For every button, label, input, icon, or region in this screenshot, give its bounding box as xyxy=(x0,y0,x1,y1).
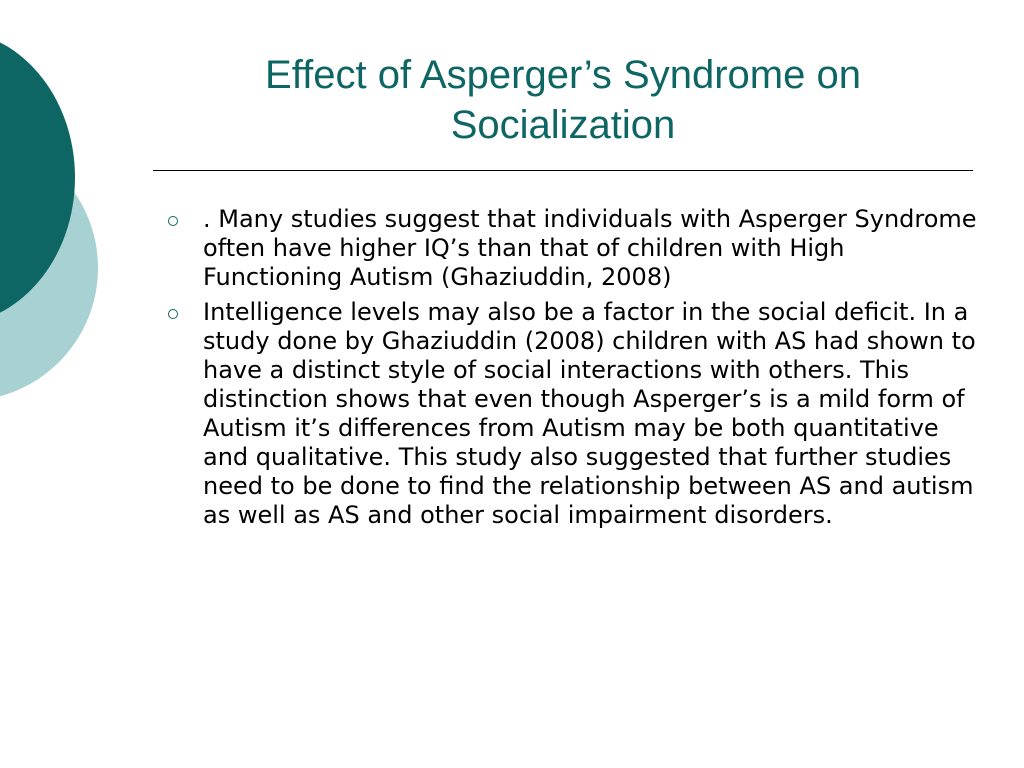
hollow-circle-bullet-icon xyxy=(168,309,178,319)
title-divider xyxy=(153,170,973,171)
slide-title: Effect of Asperger’s Syndrome on Socialization xyxy=(265,53,861,147)
hollow-circle-bullet-icon xyxy=(168,216,178,226)
bullet-list xyxy=(160,205,980,536)
bullet-item xyxy=(160,205,980,292)
bullet-item xyxy=(160,298,980,530)
bullet-text: Intelligence levels may also be a factor in the social deficit. In a study done by Ghaziuddin (2008) children with AS had shown to have a distinct style of social interactions with others. This distinction shows that even though Asperger’s is a mild form of Autism it’s differences from Autism may be both quantitative and qualitative. This study also suggested that further studies need to be done to find the relationship between AS and autism as well as AS and other social impairment disorders. xyxy=(203,298,976,529)
bullet-text: . Many studies suggest that individuals with Asperger Syndrome often have higher IQ’s than that of children with High Functioning Autism (Ghaziuddin, 2008) xyxy=(203,205,977,291)
